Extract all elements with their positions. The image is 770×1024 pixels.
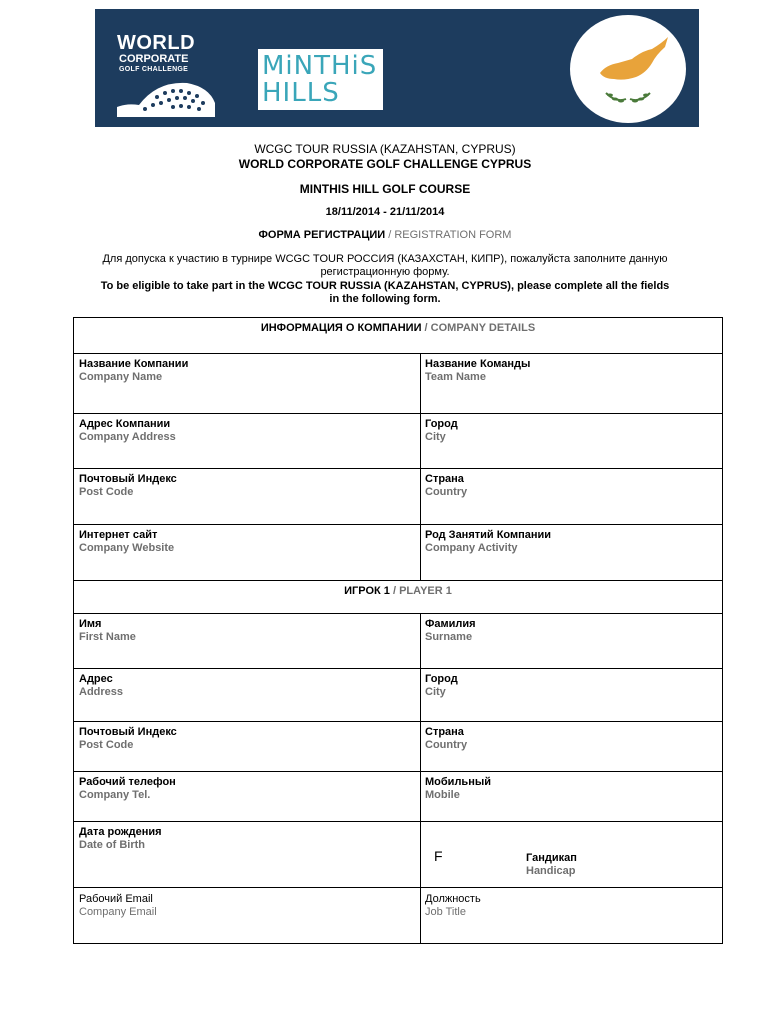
company-name-field[interactable] bbox=[79, 358, 188, 384]
logo-text-golf-challenge: GOLF CHALLENGE bbox=[119, 66, 189, 73]
row-divider bbox=[74, 721, 722, 722]
minthis-hills-logo bbox=[258, 49, 383, 110]
row-divider bbox=[74, 353, 722, 354]
handicap-field[interactable] bbox=[526, 852, 577, 878]
player-country-field[interactable] bbox=[425, 726, 467, 752]
field-label-en: Date of Birth bbox=[79, 839, 145, 851]
player-address-field[interactable] bbox=[79, 673, 123, 699]
field-label-ru: Название Команды bbox=[425, 358, 531, 370]
field-label-ru: Рабочий Email bbox=[79, 893, 153, 905]
field-label-ru: Имя bbox=[79, 618, 102, 630]
row-divider bbox=[74, 668, 722, 669]
field-label-ru: Должность bbox=[425, 893, 481, 905]
team-name-field[interactable] bbox=[425, 358, 530, 384]
column-divider bbox=[420, 353, 421, 580]
intro-en-line1: To be eligible to take part in the WCGC TOUR RUSSIA (KAZAHSTAN, CYPRUS), please complete all the fields bbox=[100, 280, 670, 292]
field-label-ru: Название Компании bbox=[79, 358, 189, 370]
row-divider bbox=[74, 613, 722, 614]
event-title: WORLD CORPORATE GOLF CHALLENGE CYPRUS bbox=[238, 157, 532, 171]
field-label-en: Address bbox=[79, 686, 124, 698]
field-label-ru: Род Занятий Компании bbox=[425, 529, 552, 541]
company-email-field[interactable] bbox=[79, 893, 157, 919]
field-label-en: Company Email bbox=[79, 906, 157, 918]
row-divider bbox=[74, 887, 722, 888]
form-title bbox=[0, 229, 770, 241]
field-label-en: City bbox=[425, 686, 446, 698]
intro-ru-line1: Для допуска к участию в турнире WCGC TOUR РОССИЯ (КАЗАХСТАН, КИПР), пожалуйста заполните данную bbox=[102, 253, 668, 265]
intro-ru-line2: регистрационную форму. bbox=[320, 266, 450, 278]
column-divider bbox=[420, 613, 421, 943]
field-label-en: Post Code bbox=[79, 739, 134, 751]
form-title-ru: ФОРМА РЕГИСТРАЦИИ bbox=[258, 229, 386, 241]
company-city-field[interactable] bbox=[425, 418, 458, 444]
field-label-ru: Мобильный bbox=[425, 776, 491, 788]
field-label-en: Company Tel. bbox=[79, 789, 151, 801]
field-label-en: City bbox=[425, 431, 446, 443]
wcgc-logo bbox=[117, 33, 217, 113]
field-label-en: Team Name bbox=[425, 371, 486, 383]
player-title-en: PLAYER 1 bbox=[399, 585, 452, 597]
logo-text-corporate: CORPORATE bbox=[119, 53, 189, 65]
field-label-en: Company Name bbox=[79, 371, 163, 383]
company-website-field[interactable] bbox=[79, 529, 174, 555]
row-divider bbox=[74, 524, 722, 525]
field-label-en: Mobile bbox=[425, 789, 460, 801]
minthis-logo-line1: MiNTHiS bbox=[262, 51, 378, 81]
field-label-en: Country bbox=[425, 739, 468, 751]
field-label-ru: Фамилия bbox=[425, 618, 476, 630]
job-title-field[interactable] bbox=[425, 893, 481, 919]
field-label-en: Company Website bbox=[79, 542, 175, 554]
logo-text-world: WORLD bbox=[117, 32, 196, 54]
field-label-en: Post Code bbox=[79, 486, 134, 498]
row-divider bbox=[74, 413, 722, 414]
field-label-ru: Дата рождения bbox=[79, 826, 162, 838]
player-post-code-field[interactable] bbox=[79, 726, 177, 752]
field-label-ru: Почтовый Индекс bbox=[79, 726, 177, 738]
company-country-field[interactable] bbox=[425, 473, 467, 499]
first-name-field[interactable] bbox=[79, 618, 136, 644]
header-banner bbox=[95, 9, 699, 127]
event-dates: 18/11/2014 - 21/11/2014 bbox=[325, 206, 445, 218]
tour-title: WCGC TOUR RUSSIA (KAZAHSTAN, CYPRUS) bbox=[254, 142, 516, 156]
company-section-title bbox=[74, 322, 722, 334]
course-title: MINTHIS HILL GOLF COURSE bbox=[299, 182, 471, 196]
field-label-ru: Страна bbox=[425, 726, 464, 738]
field-label-ru: Страна bbox=[425, 473, 464, 485]
field-label-en: Handicap bbox=[526, 865, 576, 877]
field-label-en: Surname bbox=[425, 631, 473, 643]
company-address-field[interactable] bbox=[79, 418, 176, 444]
cyprus-flag-icon bbox=[570, 15, 686, 123]
surname-field[interactable] bbox=[425, 618, 476, 644]
player-title-ru: ИГРОК 1 bbox=[344, 585, 390, 597]
field-label-ru: Почтовый Индекс bbox=[79, 473, 177, 485]
mobile-field[interactable] bbox=[425, 776, 491, 802]
company-title-en: COMPANY DETAILS bbox=[430, 322, 536, 334]
company-post-code-field[interactable] bbox=[79, 473, 177, 499]
field-label-en: First Name bbox=[79, 631, 136, 643]
gender-value[interactable]: F bbox=[434, 848, 443, 864]
registration-table bbox=[73, 317, 723, 944]
golf-ball-icon bbox=[117, 73, 217, 117]
company-title-separator: / bbox=[421, 322, 431, 334]
minthis-logo-line2: HILLS bbox=[262, 78, 340, 108]
form-title-en: REGISTRATION FORM bbox=[394, 229, 512, 241]
row-divider bbox=[74, 771, 722, 772]
row-divider bbox=[74, 468, 722, 469]
player-section-title bbox=[74, 585, 722, 597]
row-divider bbox=[74, 580, 722, 581]
company-title-ru: ИНФОРМАЦИЯ О КОМПАНИИ bbox=[260, 322, 422, 334]
field-label-ru: Интернет сайт bbox=[79, 529, 158, 541]
field-label-en: Job Title bbox=[425, 906, 466, 918]
intro-en-line2: in the following form. bbox=[329, 293, 441, 305]
field-label-en: Company Activity bbox=[425, 542, 518, 554]
player-city-field[interactable] bbox=[425, 673, 458, 699]
field-label-en: Company Address bbox=[79, 431, 176, 443]
row-divider bbox=[74, 821, 722, 822]
field-label-ru: Город bbox=[425, 418, 458, 430]
field-label-ru: Адрес Компании bbox=[79, 418, 171, 430]
company-activity-field[interactable] bbox=[425, 529, 551, 555]
date-of-birth-field[interactable] bbox=[79, 826, 162, 852]
field-label-ru: Гандикап bbox=[526, 852, 577, 864]
company-tel-field[interactable] bbox=[79, 776, 176, 802]
field-label-en: Country bbox=[425, 486, 468, 498]
player-title-separator: / bbox=[389, 585, 400, 597]
field-label-ru: Адрес bbox=[79, 673, 113, 685]
field-label-ru: Город bbox=[425, 673, 458, 685]
form-title-separator: / bbox=[385, 229, 395, 241]
field-label-ru: Рабочий телефон bbox=[79, 776, 176, 788]
